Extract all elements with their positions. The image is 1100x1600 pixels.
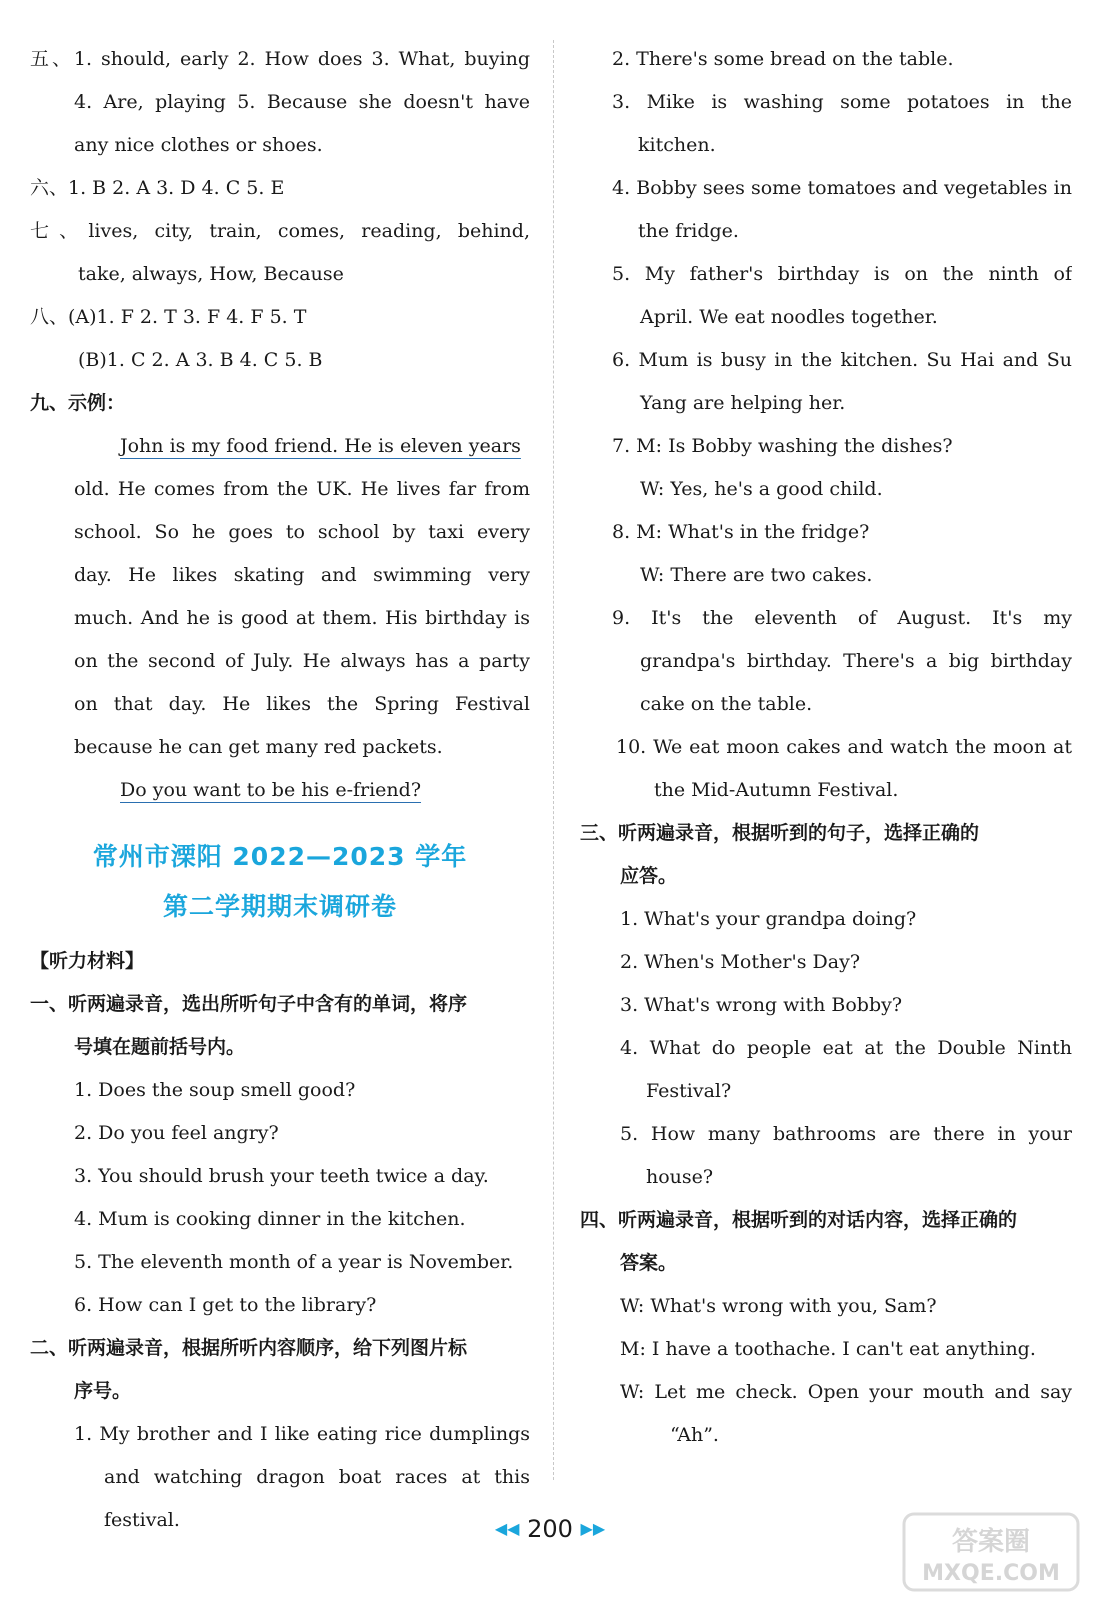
q1-item: 1. Does the soup smell good?	[74, 1079, 356, 1101]
question-3-instruction-line1: 三、听两遍录音，根据听到的句子，选择正确的	[580, 822, 980, 844]
q2-item-1-line2: and watching dragon boat races at this	[104, 1466, 530, 1488]
dialog-line: W: Let me check. Open your mouth and say	[620, 1381, 1072, 1403]
question-1-instruction-line2: 号填在题前括号内。	[74, 1036, 246, 1058]
q1-item: 6. How can I get to the library?	[74, 1294, 377, 1316]
exam-title-line2: 第二学期期末调研卷	[162, 892, 397, 921]
right-column	[580, 38, 1072, 1457]
answer-6: 六、1. B 2. A 3. D 4. C 5. E	[30, 177, 285, 199]
answer-7-line1: 七、lives, city, train, comes, reading, behind,	[30, 220, 530, 242]
q2-item: 6. Mum is busy in the kitchen. Su Hai and Su	[612, 349, 1072, 371]
essay-line-1	[30, 425, 530, 468]
listening-material-label: 【听力材料】	[30, 950, 145, 972]
q2-item-cont: the Mid-Autumn Festival.	[654, 779, 899, 801]
q2-item-cont: Yang are helping her.	[640, 392, 846, 414]
watermark-logo	[902, 1512, 1080, 1592]
q1-item: 3. You should brush your teeth twice a day.	[74, 1165, 489, 1187]
prev-arrows-icon: ◀◀	[494, 1519, 520, 1538]
next-arrows-icon: ▶▶	[580, 1519, 606, 1538]
q2-item-cont: kitchen.	[638, 134, 716, 156]
q2-item: 3. Mike is washing some potatoes in the	[612, 91, 1072, 113]
essay-line-9-text: Do you want to be his e-friend?	[120, 779, 422, 801]
exam-title-line1: 常州市溧阳 2022—2023 学年	[92, 842, 468, 871]
essay-line-3: school. So he goes to school by taxi every	[74, 521, 530, 543]
column-divider	[553, 40, 554, 1480]
essay-line-7: on that day. He likes the Spring Festival	[74, 693, 530, 715]
answer-9-heading: 九、示例：	[30, 392, 126, 414]
q2-item-cont: cake on the table.	[640, 693, 813, 715]
dialog-line: W: What's wrong with you, Sam?	[620, 1295, 937, 1317]
q2-item-1-line1: 1. My brother and I like eating rice dumplings	[74, 1423, 530, 1445]
q1-item: 4. Mum is cooking dinner in the kitchen.	[74, 1208, 466, 1230]
q3-item: 2. When's Mother's Day?	[620, 951, 861, 973]
q2-item-cont: grandpa's birthday. There's a big birthday	[640, 650, 1072, 672]
essay-line-1-text: John is my food friend. He is eleven years	[120, 435, 521, 457]
q2-item-cont: W: Yes, he's a good child.	[640, 478, 883, 500]
q2-item: 4. Bobby sees some tomatoes and vegetables in	[612, 177, 1072, 199]
dialog-line: “Ah”.	[670, 1424, 719, 1446]
q3-item: 5. How many bathrooms are there in your	[620, 1123, 1072, 1145]
essay-line-8: because he can get many red packets.	[74, 736, 443, 758]
q2-item: 8. M: What's in the fridge?	[612, 521, 870, 543]
answer-5-line2: 4. Are, playing 5. Because she doesn't have	[74, 91, 530, 113]
essay-line-9	[30, 769, 530, 812]
page-number: 200	[527, 1515, 573, 1543]
answer-7-line2: take, always, How, Because	[78, 263, 344, 285]
essay-line-4: day. He likes skating and swimming very	[74, 564, 530, 586]
answer-8-b: (B)1. C 2. A 3. B 4. C 5. B	[78, 349, 323, 371]
question-3-instruction-line2: 应答。	[620, 865, 678, 887]
q3-item: 4. What do people eat at the Double Ninth	[620, 1037, 1072, 1059]
q3-item: 1. What's your grandpa doing?	[620, 908, 917, 930]
dialog-line: M: I have a toothache. I can't eat anything.	[620, 1338, 1036, 1360]
question-1-instruction-line1: 一、听两遍录音，选出所听句子中含有的单词，将序	[30, 993, 468, 1015]
q2-item-1-line3: festival.	[104, 1509, 180, 1531]
question-4-instruction-line1: 四、听两遍录音，根据听到的对话内容，选择正确的	[580, 1209, 1018, 1231]
q2-item-cont: April. We eat noodles together.	[640, 306, 938, 328]
q2-item: 7. M: Is Bobby washing the dishes?	[612, 435, 953, 457]
q1-item: 2. Do you feel angry?	[74, 1122, 279, 1144]
question-4-instruction-line2: 答案。	[620, 1252, 678, 1274]
essay-line-2: old. He comes from the UK. He lives far from	[74, 478, 530, 500]
q3-item-cont: house?	[646, 1166, 714, 1188]
q1-item: 5. The eleventh month of a year is November.	[74, 1251, 514, 1273]
svg-text:答案圈: 答案圈	[951, 1527, 1031, 1557]
essay-line-5: much. And he is good at them. His birthday is	[74, 607, 530, 629]
answer-5-line1: 五、1. should, early 2. How does 3. What, buying	[30, 48, 530, 70]
q3-item: 3. What's wrong with Bobby?	[620, 994, 903, 1016]
question-2-instruction-line1: 二、听两遍录音，根据所听内容顺序，给下列图片标	[30, 1337, 468, 1359]
answer-8-a: 八、(A)1. F 2. T 3. F 4. F 5. T	[30, 306, 307, 328]
q2-item-cont: W: There are two cakes.	[640, 564, 873, 586]
q2-item: 2. There's some bread on the table.	[612, 48, 954, 70]
essay-line-6: on the second of July. He always has a party	[74, 650, 530, 672]
q2-item-cont: the fridge.	[638, 220, 739, 242]
answer-5-line3: any nice clothes or shoes.	[74, 134, 323, 156]
q2-item: 5. My father's birthday is on the ninth of	[612, 263, 1072, 285]
q2-item: 9. It's the eleventh of August. It's my	[612, 607, 1072, 629]
left-column	[30, 38, 530, 1542]
question-2-instruction-line2: 序号。	[74, 1380, 132, 1402]
q3-item-cont: Festival?	[646, 1080, 732, 1102]
svg-text:MXQE.COM: MXQE.COM	[922, 1561, 1060, 1586]
q2-item: 10. We eat moon cakes and watch the moon at	[616, 736, 1072, 758]
